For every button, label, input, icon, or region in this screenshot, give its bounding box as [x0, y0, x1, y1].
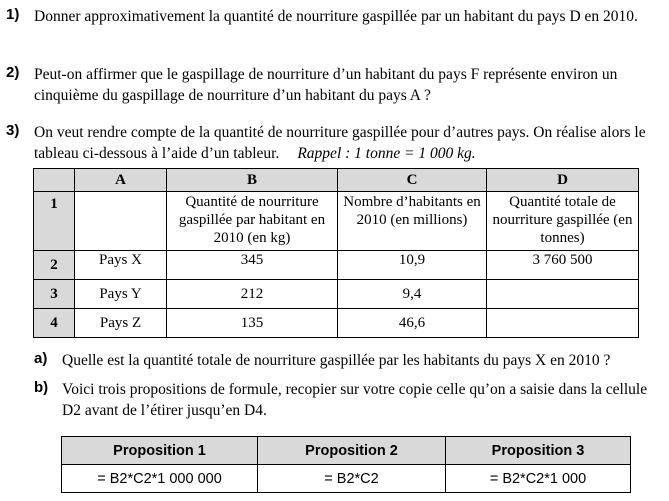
subquestion-a-text: Quelle est la quantité totale de nourriture gaspillée par les habitants du pays X en 2010 ?	[62, 352, 611, 369]
question-3-number: 3)	[6, 122, 20, 139]
table-row	[34, 192, 639, 251]
propositions-formula-row	[62, 465, 631, 493]
cell-c1: Nombre d’habitants en 2010 (en millions)	[338, 192, 487, 251]
row-header: 2	[34, 251, 75, 280]
cell-c2: 10,9	[338, 251, 487, 280]
cell-a2: Pays X	[75, 251, 167, 280]
cell-c3: 9,4	[338, 280, 487, 309]
column-header-b: B	[167, 169, 338, 192]
cell-b3: 212	[167, 280, 338, 309]
cell-b1: Quantité de nourriture gaspillée par habitant en 2010 (en kg)	[167, 192, 338, 251]
column-header-d: D	[487, 169, 639, 192]
question-2-text: Peut-on affirmer que le gaspillage de nourriture d’un habitant du pays F représente environ un cinquième du gaspillage de nourriture d’un habitant du pays A ?	[34, 66, 618, 104]
subquestion-b	[34, 379, 665, 421]
table-row	[34, 280, 639, 309]
cell-b2: 345	[167, 251, 338, 280]
cell-a4: Pays Z	[75, 309, 167, 338]
column-header-a: A	[75, 169, 167, 192]
proposition-2-formula: = B2*C2	[258, 465, 446, 493]
row-header: 4	[34, 309, 75, 338]
question-1	[6, 6, 665, 27]
cell-d2: 3 760 500	[487, 251, 639, 280]
question-1-text: Donner approximativement la quantité de nourriture gaspillée par un habitant du pays D en 2010.	[34, 8, 638, 25]
question-3	[6, 122, 665, 164]
column-header-c: C	[338, 169, 487, 192]
subquestion-a	[34, 350, 665, 371]
proposition-1-formula: = B2*C2*1 000 000	[62, 465, 258, 493]
table-row	[34, 309, 639, 338]
question-2-number: 2)	[6, 64, 20, 81]
cell-b4: 135	[167, 309, 338, 338]
rappel-note: Rappel : 1 tonne = 1 000 kg.	[297, 145, 476, 162]
table-row	[34, 251, 639, 280]
proposition-3-formula: = B2*C2*1 000	[446, 465, 631, 493]
row-header: 1	[34, 192, 75, 251]
cell-c4: 46,6	[338, 309, 487, 338]
question-2	[6, 64, 665, 106]
propositions-table	[61, 436, 631, 493]
subquestion-a-label: a)	[34, 350, 48, 367]
subquestion-b-label: b)	[34, 379, 49, 396]
question-1-number: 1)	[6, 6, 20, 23]
cell-d1: Quantité totale de nourriture gaspillée (en tonnes)	[487, 192, 639, 251]
cell-d3	[487, 280, 639, 309]
subquestion-b-text: Voici trois propositions de formule, recopier sur votre copie celle qu’on a saisie dans la cellule D2 avant de l’étirer jusqu’en D4.	[62, 381, 648, 419]
propositions-header-row	[62, 437, 631, 465]
cell-a3: Pays Y	[75, 280, 167, 309]
cell-d4	[487, 309, 639, 338]
question-3-text	[34, 122, 665, 164]
proposition-1-header: Proposition 1	[62, 437, 258, 465]
proposition-3-header: Proposition 3	[446, 437, 631, 465]
corner-cell	[34, 169, 75, 192]
proposition-2-header: Proposition 2	[258, 437, 446, 465]
question-3-body: On veut rendre compte de la quantité de nourriture gaspillée pour d’autres pays. On réalise alors le tableau ci-dessous à l’aide d’un tableur.	[34, 124, 646, 162]
column-header-row	[34, 169, 639, 192]
spreadsheet-table	[33, 168, 639, 338]
row-header: 3	[34, 280, 75, 309]
cell-a1	[75, 192, 167, 251]
